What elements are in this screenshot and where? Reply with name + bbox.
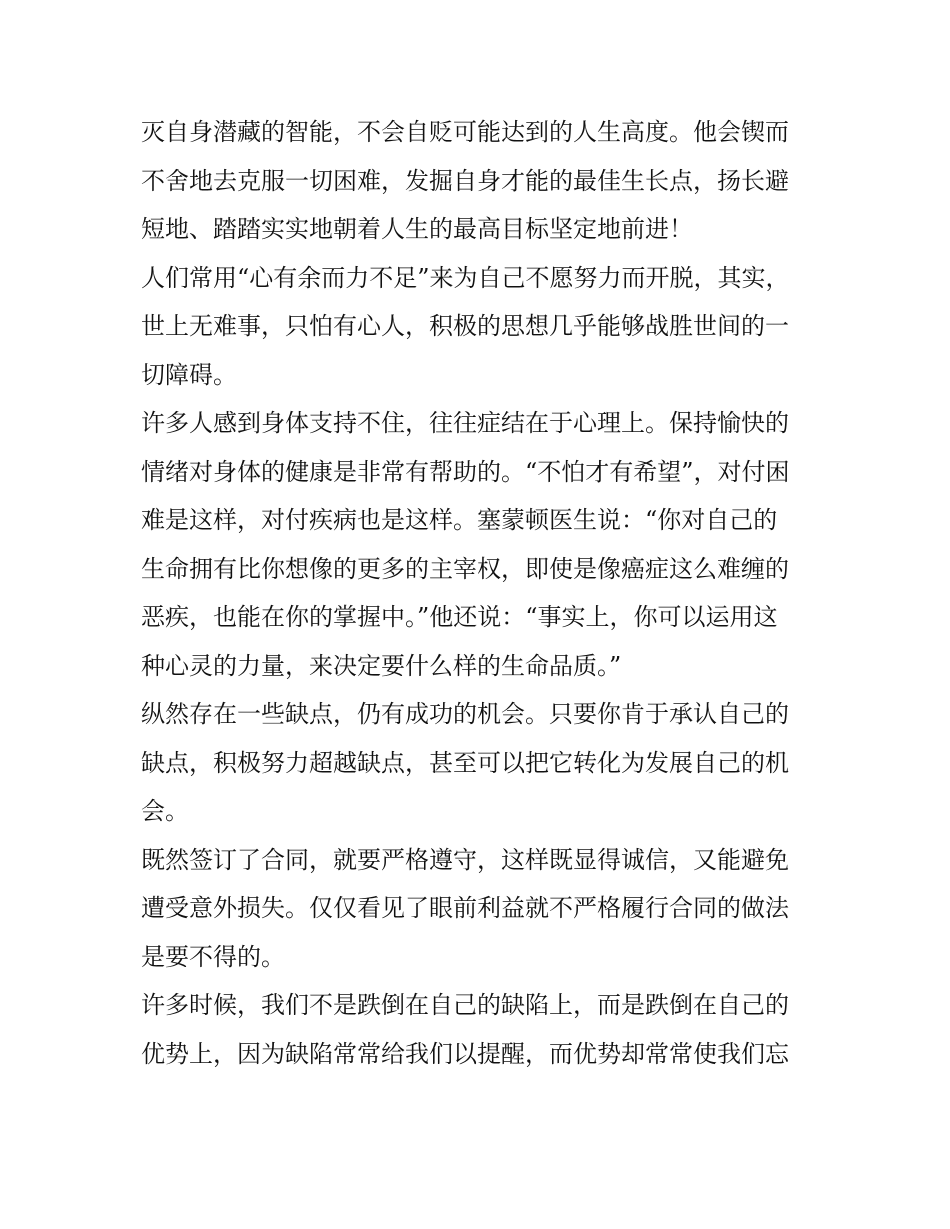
text-line: 切障碍。	[141, 360, 237, 389]
text-line: 纵然存在一些缺点，仍有成功的机会。只要你肯于承认自己的	[141, 700, 789, 728]
text-line: 世上无难事，只怕有心人，积极的思想几乎能够战胜世间的一	[141, 312, 789, 340]
text-line: 是要不得的。	[141, 942, 285, 971]
text-line: 情绪对身体的健康是非常有帮助的。“不怕才有希望”，对付困	[141, 457, 790, 486]
text-line: 遭受意外损失。仅仅看见了眼前利益就不严格履行合同的做法	[141, 894, 789, 922]
text-line: 灭自身潜藏的智能，不会自贬可能达到的人生高度。他会锲而	[141, 118, 789, 146]
text-line: 生命拥有比你想像的更多的主宰权，即使是像癌症这么难缠的	[141, 554, 789, 583]
text-line: 短地、踏踏实实地朝着人生的最高目标坚定地前进！	[141, 215, 693, 243]
text-line: 缺点，积极努力超越缺点，甚至可以把它转化为发展自己的机	[141, 748, 789, 777]
text-line: 种心灵的力量，来决定要什么样的生命品质。”	[141, 651, 622, 680]
text-line: 优势上，因为缺陷常常给我们以提醒，而优势却常常使我们忘	[141, 1039, 789, 1068]
text-line: 许多人感到身体支持不住，往往症结在于心理上。保持愉快的	[141, 409, 789, 437]
text-line: 难是这样，对付疾病也是这样。塞蒙顿医生说：“你对自己的	[141, 506, 778, 534]
document-body	[141, 108, 813, 1078]
text-line: 人们常用“心有余而力不足”来为自己不愿努力而开脱，其实，	[141, 263, 790, 292]
text-line: 恶疾，也能在你的掌握中。”他还说：“事实上，你可以运用这	[141, 603, 778, 631]
text-line: 既然签订了合同，就要严格遵守，这样既显得诚信，又能避免	[141, 845, 789, 874]
text-line: 会。	[141, 797, 189, 825]
text-line: 不舍地去克服一切困难，发掘自身才能的最佳生长点，扬长避	[141, 166, 789, 195]
text-line: 许多时候，我们不是跌倒在自己的缺陷上，而是跌倒在自己的	[141, 991, 789, 1019]
